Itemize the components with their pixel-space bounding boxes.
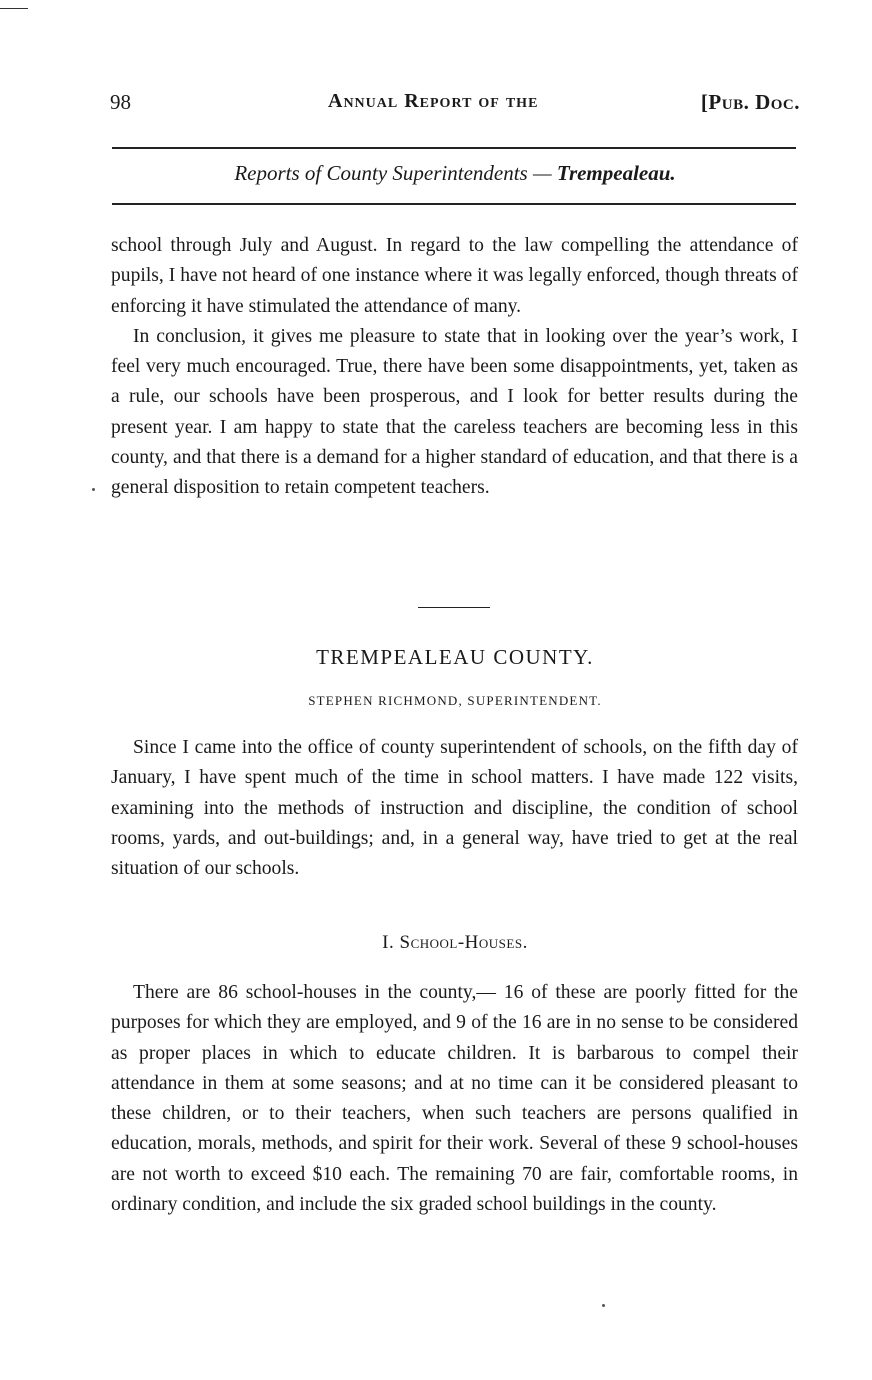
section-divider [418,607,490,608]
paragraph: school through July and August. In regard to the law compelling the attendance of pupils, I have not heard of one instance where it was legally enforced, though threats of enforcing it have stimulated the attendance of many. [111,235,798,317]
print-speck [92,488,95,491]
section-heading-county: Trempealeau. [556,161,676,185]
corner-mark [0,8,28,9]
section-heading [110,161,800,186]
section-heading-prefix: Reports of County Superintendents — [234,161,552,185]
subsection-numeral: I. [382,932,395,953]
paragraph: There are 86 school-houses in the county,— 16 of these are poorly fitted for the purposes for which they are employed, and 9 of the 16 are in no sense to be considered as proper places in which to educate children. It is barbarous to compel their attendance in them at some seasons; and at no time can it be considered pleasant to these children, or to their teachers, when such teachers are persons qualified in education, morals, methods, and spirit for their work. Several of these 9 school-houses are not worth to exceed $10 each. The remaining 70 are fair, comfortable rooms, in ordinary condition, and include the six graded school buildings in the county. [111,982,798,1216]
header-rule-bottom [112,203,796,205]
subsection-title: School-Houses. [399,932,528,953]
county-heading: TREMPEALEAU COUNTY. [316,645,594,669]
header-rule-top [112,147,796,149]
superintendent-name: STEPHEN RICHMOND, SUPERINTENDENT. [308,693,602,708]
document-label: [Pub. Doc. [700,90,800,114]
continuation-text [111,231,798,504]
intro-text [111,733,798,884]
paragraph: Since I came into the office of county superintendent of schools, on the fifth day of January, I have spent much of the time in school matters. I have made 122 visits, examining into the methods of instruction and discipline, the condition of school rooms, yards, and out-buildings; and, in a general way, have tried to get at the real situation of our schools. [111,737,798,880]
subsection-text [111,978,798,1220]
report-title: Annual Report of the [328,90,539,112]
running-header [110,90,800,120]
print-speck [602,1304,605,1307]
subsection-heading [110,932,800,954]
paragraph: In conclusion, it gives me pleasure to state that in looking over the year’s work, I feel very much encouraged. True, there have been some disappointments, yet, taken as a rule, our schools have been prosperous, and I look for better results during the present year. I am happy to state that the careless teachers are becoming less in this county, and that there is a demand for a higher standard of education, and that there is a general disposition to retain competent teachers. [111,325,798,499]
page-number: 98 [110,90,131,114]
